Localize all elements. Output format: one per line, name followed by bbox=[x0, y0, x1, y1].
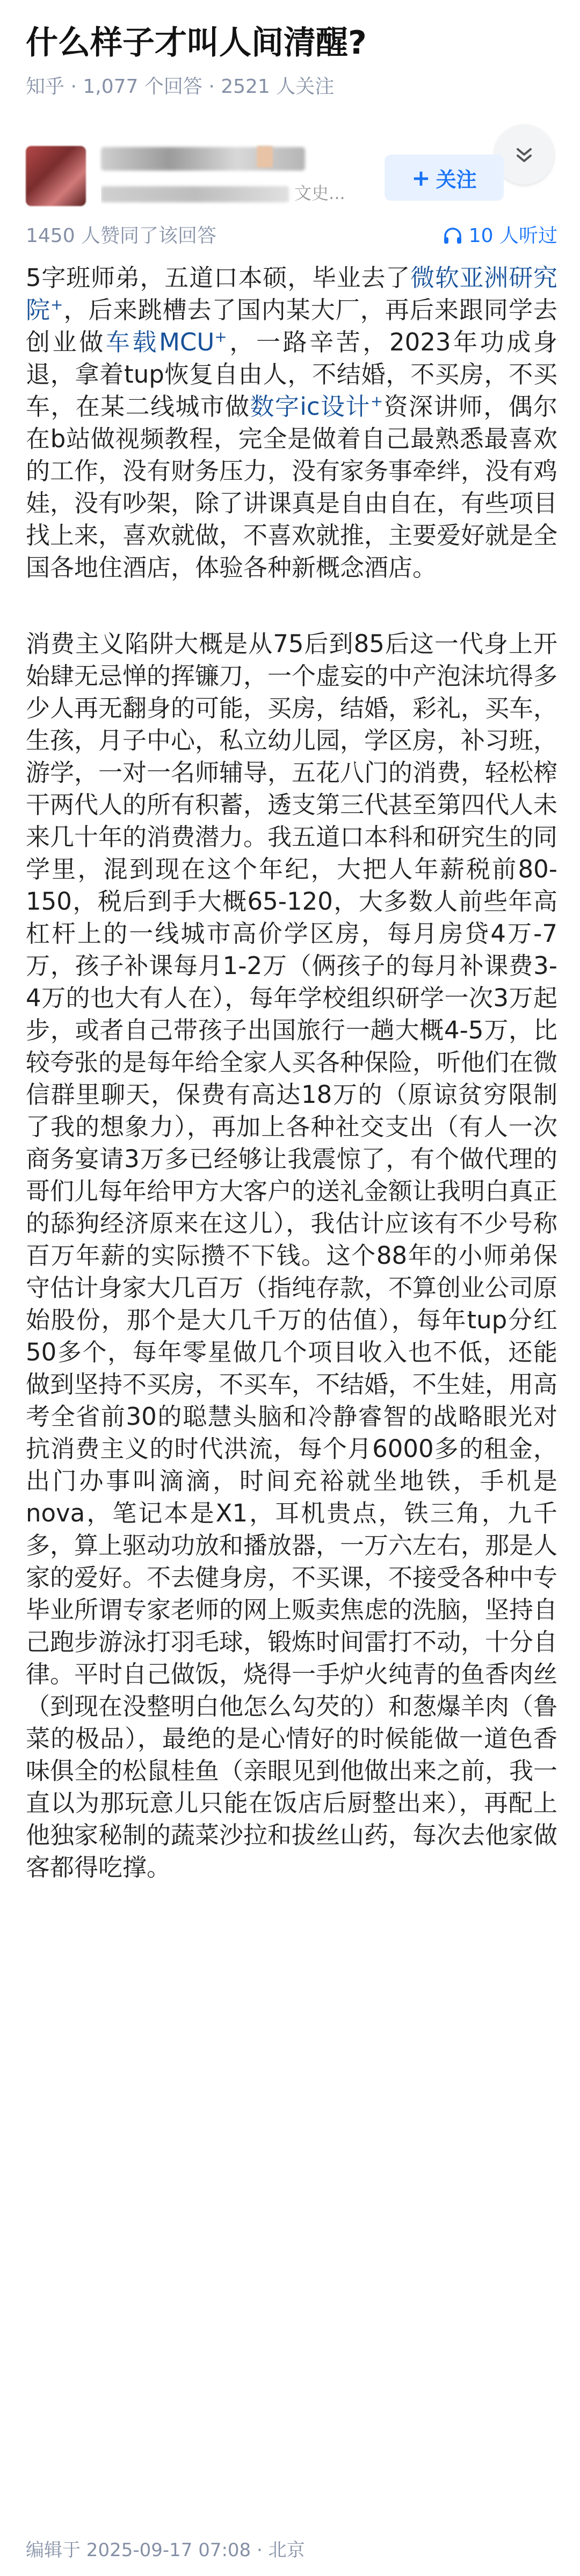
link-marker-icon: + bbox=[50, 296, 63, 313]
listen-count: 10 人听过 bbox=[468, 225, 557, 247]
listen-button[interactable] bbox=[442, 221, 557, 251]
author-row bbox=[26, 142, 563, 211]
follow-button[interactable] bbox=[385, 155, 504, 201]
follow-label: 关注 bbox=[436, 167, 477, 192]
answer-text: ，一路辛苦，2023年功成身退，拿着tup恢复自由人，不结婚，不买房，不买车，在某二线城市做 bbox=[26, 328, 557, 421]
answer-paragraph-1 bbox=[26, 262, 557, 584]
question-meta: 知乎 · 1,077 个回答 · 2521 人关注 bbox=[26, 76, 335, 98]
link-marker-icon: + bbox=[214, 328, 227, 346]
answer-text: ，后来跳槽去了国内某大厂，再后来跟同学去创业做 bbox=[26, 296, 557, 356]
answer-text: 5字班师弟，五道口本硕，毕业去了 bbox=[26, 264, 411, 292]
answer-count[interactable]: 1,077 个回答 bbox=[83, 76, 202, 98]
source-label: 知乎 bbox=[26, 76, 65, 98]
inline-link[interactable]: 微软亚洲研究院+ bbox=[26, 264, 557, 324]
answer-content bbox=[26, 262, 557, 1884]
edit-timestamp: 编辑于 2025-09-17 07:08 · 北京 bbox=[26, 2540, 305, 2561]
author-bio-blurred bbox=[101, 186, 289, 202]
link-marker-icon: + bbox=[370, 392, 383, 410]
headphone-icon bbox=[442, 225, 463, 247]
author-bio-suffix: 文史... bbox=[294, 183, 345, 203]
upvote-count: 1450 人赞同了该回答 bbox=[26, 225, 217, 247]
inline-link[interactable]: 数字ic设计+ bbox=[250, 392, 383, 421]
answer-text: 资深讲师，偶尔在b站做视频教程，完全是做着自己最熟悉最喜欢的工作，没有财务压力，没有家务事牵绊，没有鸡娃，没有吵架，除了讲课真是自由自在，有些项目找上来，喜欢就做，不喜欢就推，主要爱好就是全国各地住酒店，体验各种新概念酒店。 bbox=[26, 392, 558, 582]
avatar[interactable] bbox=[26, 146, 86, 206]
author-badge bbox=[257, 146, 273, 167]
plus-icon: + bbox=[411, 164, 431, 191]
answer-paragraph-2: 消费主义陷阱大概是从75后到85后这一代身上开始肆无忌惮的挥镰刀，一个虚妄的中产泡沫坑得多少人再无翻身的可能，买房，结婚，彩礼，买车，生孩，月子中心，私立幼儿园，学区房，补习班，游学，一对一名师辅导，五花八门的消费，轻松榨干两代人的所有积蓄，透支第三代甚至第四代人未来几十年的消费潜力。我五道口本科和研究生的同学里，混到现在这个年纪，大把人年薪税前80-150，税后到手大概65-120，大多数人前些年高杠杆上的一线城市高价学区房，每月房贷4万-7万，孩子补课每月1-2万（俩孩子的每月补课费3-4万的也大有人在），每年学校组织研学一次3万起步，或者自己带孩子出国旅行一趟大概4-5万，比较夸张的是每年给全家人买各种保险，听他们在微信群里聊天，保费有高达18万的（原谅贫穷限制了我的想象力），再加上各种社交支出（有人一次商务宴请3万多已经够让我震惊了，有个做代理的哥们儿每年给甲方大客户的送礼金额让我明白真正的舔狗经济原来在这儿），我估计应该有不少号称百万年薪的实际攒不下钱。这个88年的小师弟保守估计身家大几百万（指纯存款，不算创业公司原始股份，那个是大几千万的估值），每年tup分红50多个，每年零星做几个项目收入也不低，还能做到坚持不买房，不买车，不结婚，不生娃，用高考全省前30的聪慧头脑和冷静睿智的战略眼光对抗消费主义的时代洪流，每个月6000多的租金，出门办事叫滴滴，时间充裕就坐地铁，手机是nova，笔记本是X1，耳机贵点，铁三角，九千多，算上驱动功放和播放器，一万六左右，那是人家的爱好。不去健身房，不买课，不接受各种中专毕业所谓专家老师的网上贩卖焦虑的洗脑，坚持自己跑步游泳打羽毛球，锻炼时间雷打不动，十分自律。平时自己做饭，烧得一手炉火纯青的鱼香肉丝（到现在没整明白他怎么勾芡的）和葱爆羊肉（鲁菜的极品），最绝的是心情好的时候能做一道色香味俱全的松鼠桂鱼（亲眼见到他做出来之前，我一直以为那玩意儿只能在饭店后厨整出来），再配上他独家秘制的蔬菜沙拉和拔丝山药，每次去他家做客都得吃撑。 bbox=[26, 630, 558, 1882]
question-title[interactable]: 什么样子才叫人间清醒? bbox=[26, 24, 367, 62]
question-header bbox=[26, 19, 557, 100]
follower-count: 2521 人关注 bbox=[221, 76, 335, 98]
inline-link[interactable]: 车载MCU+ bbox=[105, 328, 227, 356]
author-bio bbox=[101, 181, 380, 205]
answer-stats bbox=[26, 221, 557, 251]
author-name-blurred[interactable] bbox=[101, 147, 305, 171]
